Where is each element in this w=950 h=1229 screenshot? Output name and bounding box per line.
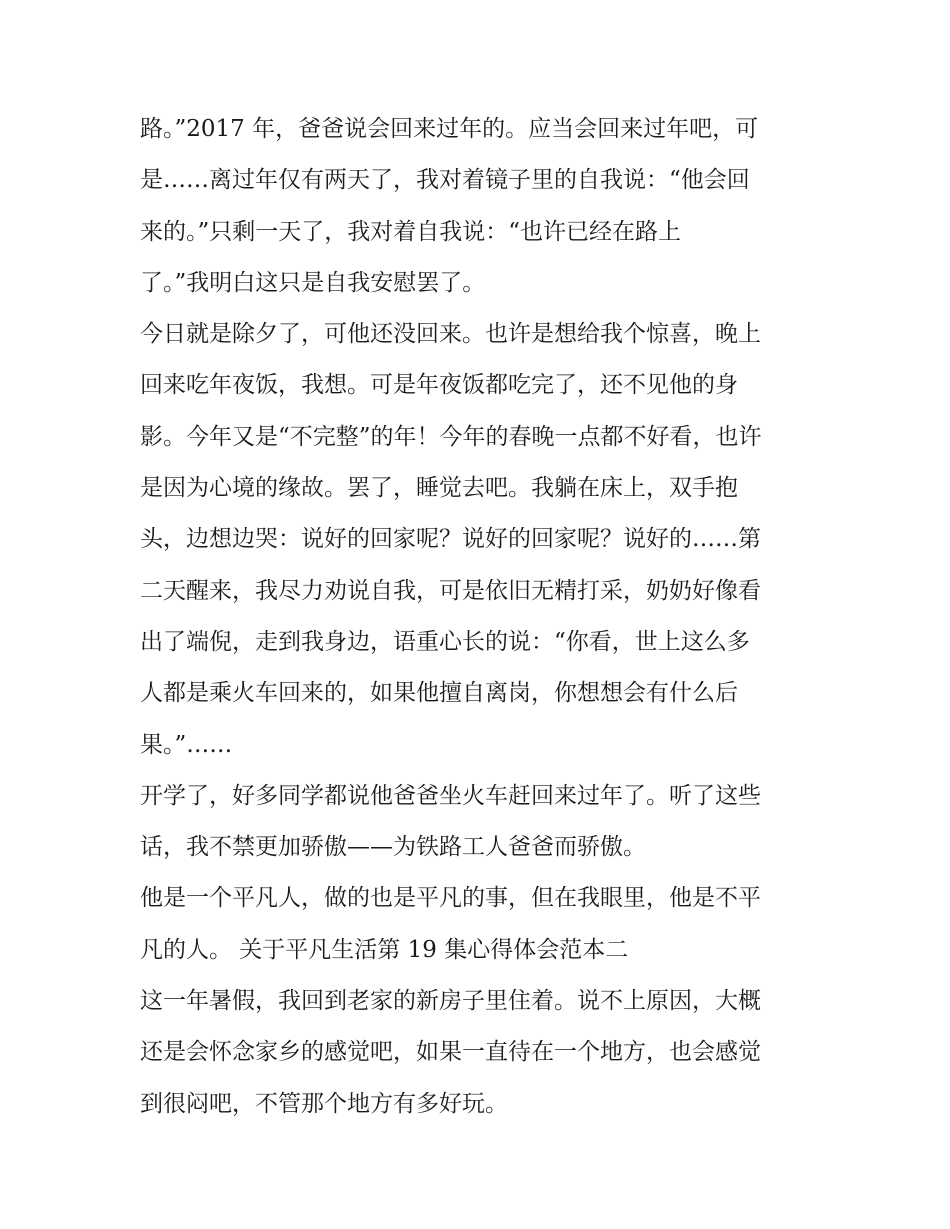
text-line: 路。”2017 年，爸爸说会回来过年的。应当会回来过年吧，可 [140,116,759,142]
text-line: 影。今年又是“不完整”的年！今年的春晚一点都不好看，也许 [140,423,762,450]
text-line: 这一年暑假，我回到老家的新房子里住着。说不上原因，大概 [140,988,761,1015]
text-line: 头，边想边哭：说好的回家呢？说好的回家呢？说好的……第 [140,526,761,553]
text-line: 回来吃年夜饭，我想。可是年夜饭都吃完了，还不见他的身 [140,372,738,399]
document-body [140,104,820,1130]
text-line: 他是一个平凡人，做的也是平凡的事，但在我眼里，他是不平 [140,885,761,912]
text-line: 今日就是除夕了，可他还没回来。也许是想给我个惊喜，晚上 [140,321,761,348]
text-line: 到很闷吧，不管那个地方有多好玩。 [140,1090,508,1117]
text-line: 二天醒来，我尽力劝说自我，可是依旧无精打采，奶奶好像看 [140,577,761,604]
text-line: 话，我不禁更加骄傲——为铁路工人爸爸而骄傲。 [140,834,646,861]
text-line: 来的。”只剩一天了，我对着自我说：“也许已经在路上 [140,218,682,245]
text-line: 开学了，好多同学都说他爸爸坐火车赶回来过年了。听了这些 [140,782,761,809]
text-line: 还是会怀念家乡的感觉吧，如果一直待在一个地方，也会感觉 [140,1039,761,1066]
text-line: 凡的人。 关于平凡生活第 19 集心得体会范本二 [140,936,629,963]
text-line: 了。”我明白这只是自我安慰罢了。 [140,269,486,296]
text-line: 是……离过年仅有两天了，我对着镜子里的自我说：“他会回 [140,167,750,194]
text-line: 出了端倪，走到我身边，语重心长的说：“你看，世上这么多 [140,628,750,655]
text-line: 人都是乘火车回来的，如果他擅自离岗，你想想会有什么后 [140,680,738,707]
text-line: 果。”…… [140,731,233,758]
text-line: 是因为心境的缘故。罢了，睡觉去吧。我躺在床上，双手抱 [140,475,738,502]
